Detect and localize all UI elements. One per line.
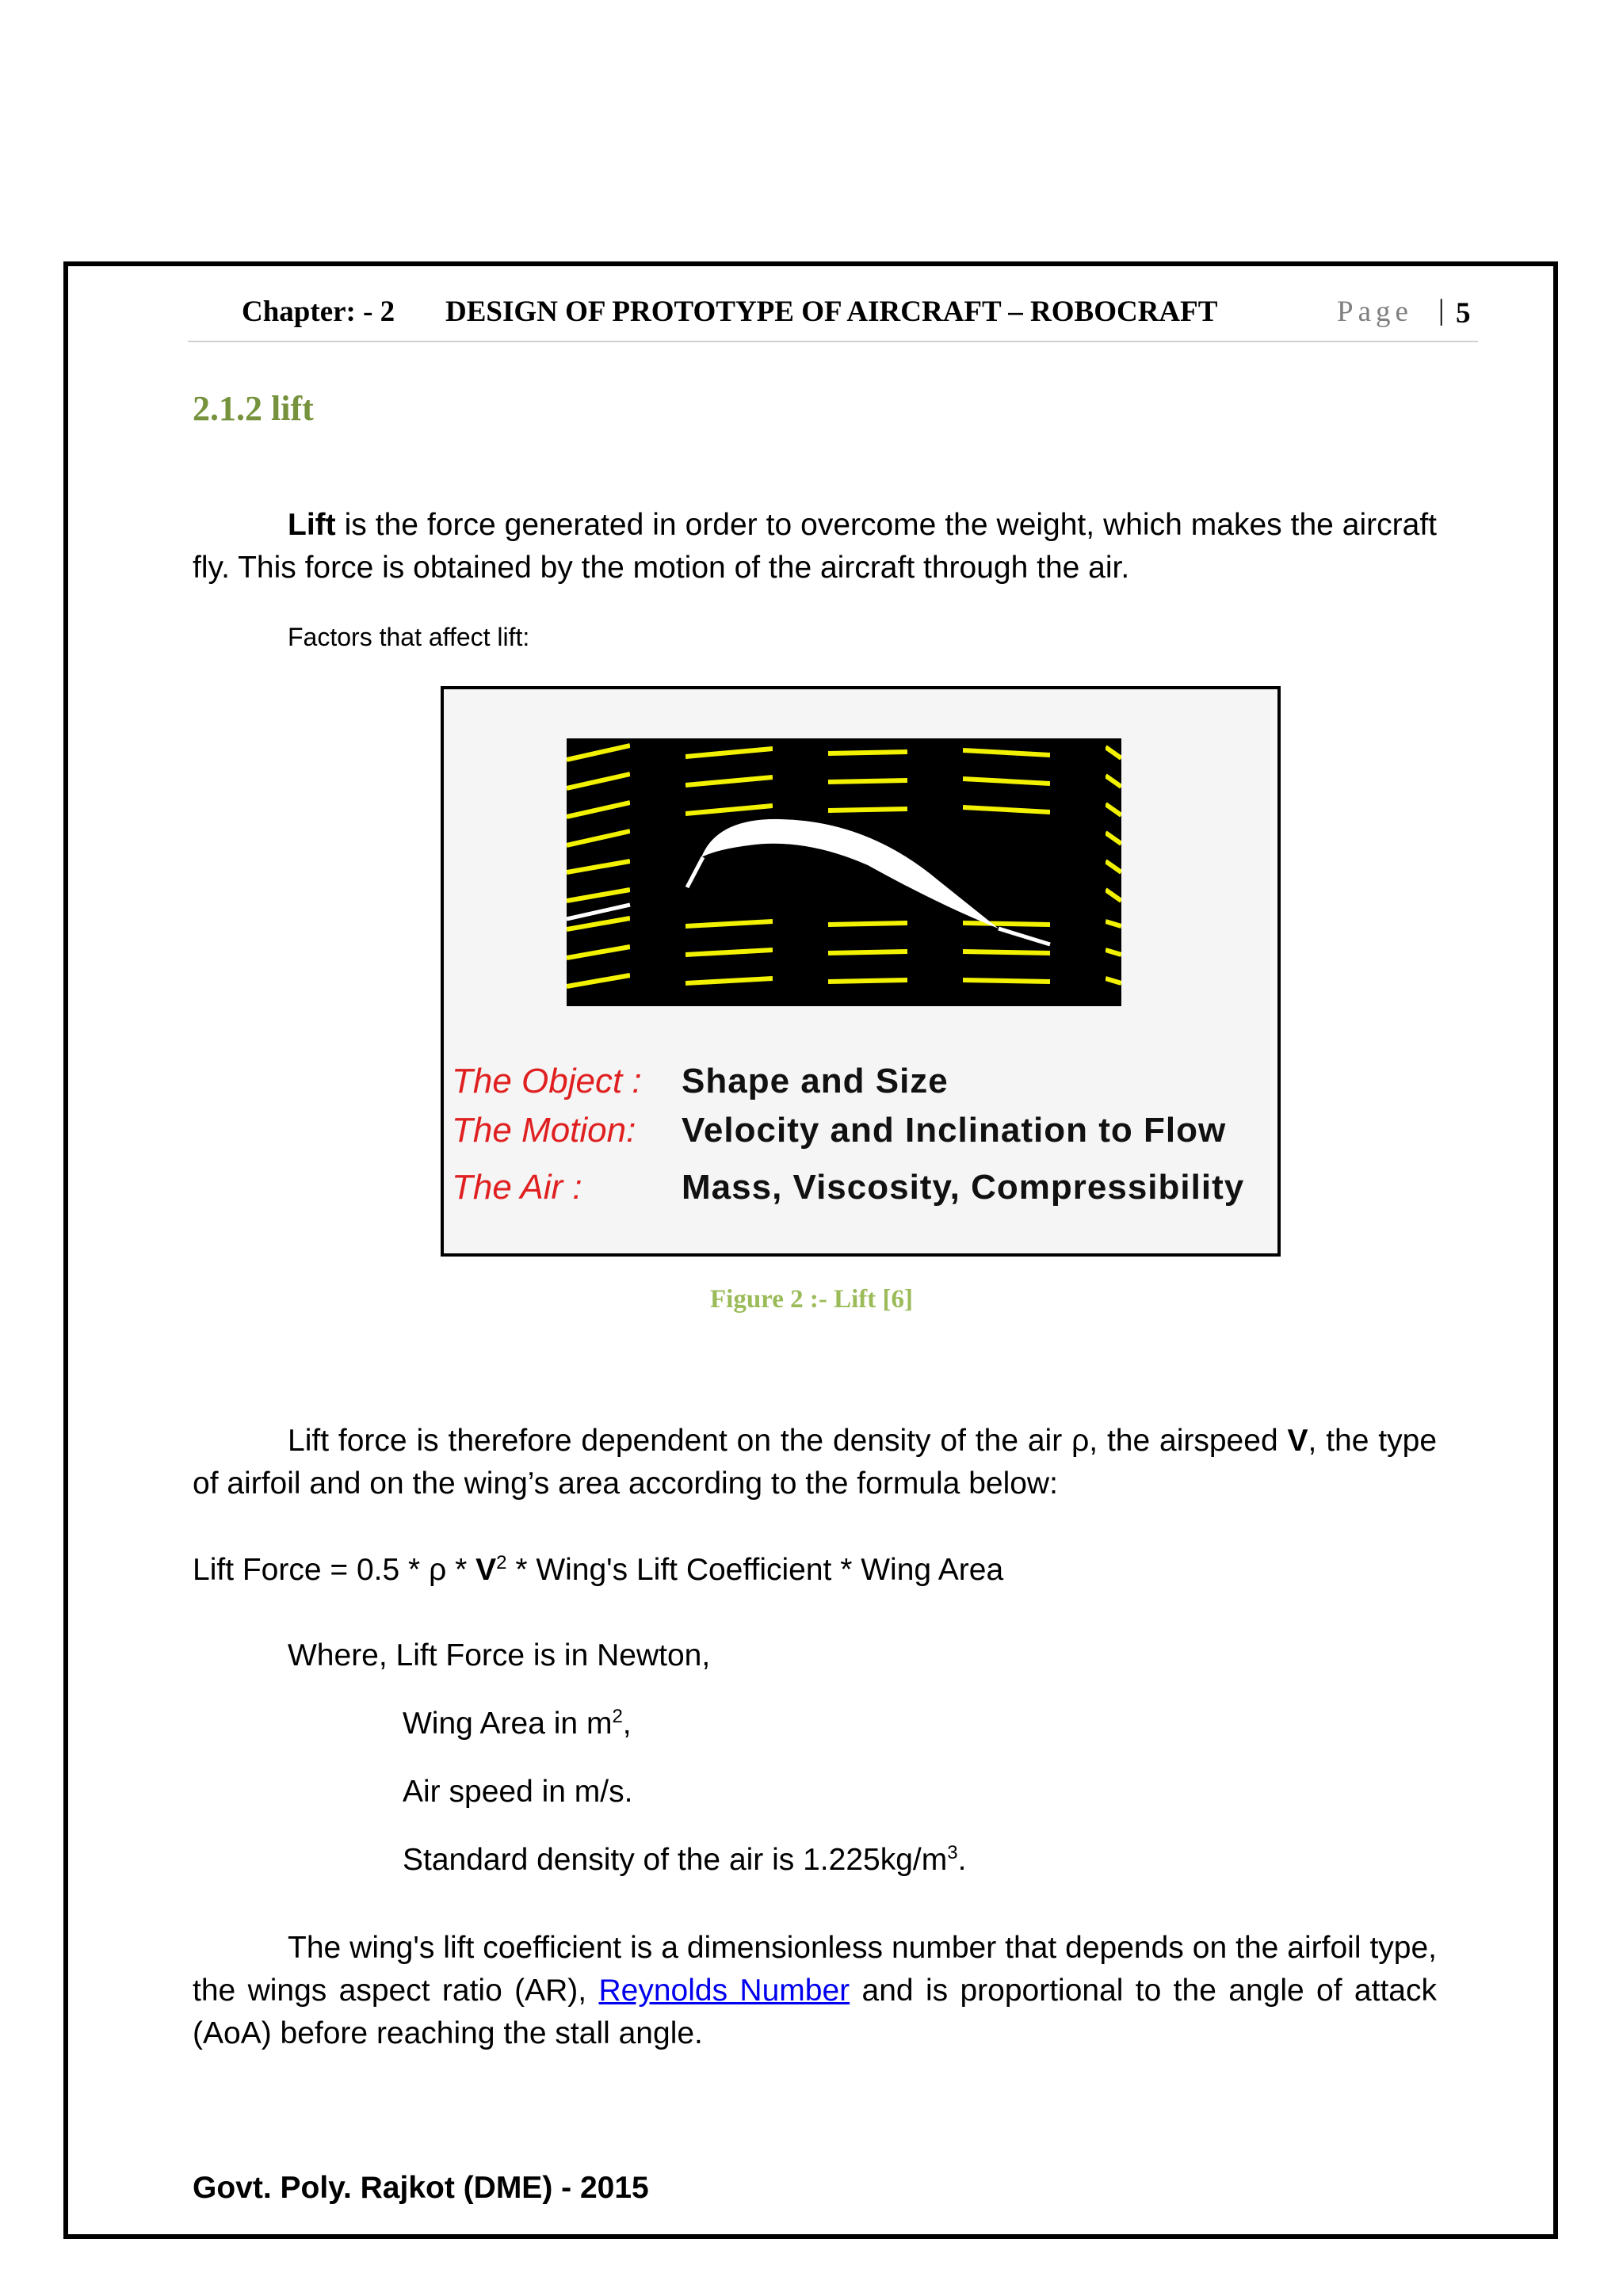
- streamline-dash: [828, 780, 907, 782]
- formula-text-a: Lift Force = 0.5 *: [193, 1553, 430, 1587]
- wing-area-text: Wing Area in m: [403, 1707, 613, 1741]
- page-number: 5: [1456, 297, 1471, 330]
- figure-row-air: [452, 1168, 1244, 1207]
- streamline-dash: [963, 923, 1050, 925]
- figure-caption: Figure 2 :- Lift [6]: [710, 1285, 913, 1314]
- figure-value: Mass, Viscosity, Compressibility: [682, 1168, 1245, 1207]
- reynolds-number-link[interactable]: Reynolds Number: [598, 1974, 850, 2008]
- figure-value: Velocity and Inclination to Flow: [682, 1111, 1227, 1150]
- intro-text: is the force generated in order to overcome the weight, which makes the aircraft fly. This force is obtained by the motion of the aircraft through the air.: [193, 508, 1437, 585]
- intro-paragraph: [193, 504, 1437, 589]
- page-label: Page: [1337, 296, 1413, 328]
- streamline-dash: [963, 952, 1050, 953]
- where-line-2: [403, 1707, 632, 1741]
- volume-exponent: 3: [947, 1842, 958, 1863]
- density-paragraph: [193, 1420, 1437, 1505]
- figure-key: The Air :: [452, 1168, 582, 1207]
- chapter-title: DESIGN OF PROTOTYPE OF AIRCRAFT – ROBOCRAFT: [445, 296, 1218, 328]
- formula-text-b: *: [446, 1553, 476, 1587]
- coefficient-text-a: The wing's lift coefficient is a dimensionless number that depends on the airfoil type, the wings aspect ratio (AR),: [193, 1931, 1437, 2008]
- area-exponent: 2: [612, 1706, 623, 1727]
- streamline-dash: [963, 980, 1050, 982]
- lift-figure: [441, 686, 1281, 1257]
- figure-row-object: [452, 1062, 949, 1101]
- airspeed-symbol: V: [1287, 1424, 1308, 1458]
- lift-formula: [193, 1553, 1003, 1588]
- streamline-dash: [828, 752, 907, 753]
- streamline-dash: [828, 923, 907, 925]
- streamline-dash: [828, 952, 907, 953]
- coefficient-text-b: and is proportional to the angle of attack (AoA) before reaching the stall angle.: [193, 1974, 1437, 2050]
- streamline-dash: [828, 980, 907, 982]
- where-line-3: Air speed in m/s.: [403, 1775, 633, 1809]
- lift-term: Lift: [288, 508, 336, 542]
- airfoil-streamline-image: [567, 738, 1121, 1006]
- density-text-c: , the type of airfoil and on the wing’s area according to the formula below:: [193, 1424, 1438, 1501]
- figure-key: The Object :: [452, 1062, 642, 1100]
- where-line-1: Where, Lift Force is in Newton,: [288, 1638, 711, 1672]
- page-header: [188, 293, 1478, 342]
- figure-key: The Motion:: [452, 1111, 636, 1150]
- density-value-text: Standard density of the air is 1.225kg/m: [403, 1843, 948, 1877]
- velocity-exponent: 2: [496, 1552, 507, 1573]
- section-heading: 2.1.2 lift: [193, 389, 314, 428]
- page-separator: |: [1438, 294, 1445, 326]
- figure-value: Shape and Size: [682, 1062, 949, 1100]
- chapter-label: Chapter: - 2: [242, 296, 395, 328]
- velocity-symbol: V: [475, 1553, 497, 1587]
- streamline-dash: [828, 809, 907, 810]
- formula-text-c: * Wing's Lift Coefficient * Wing Area: [506, 1553, 1004, 1587]
- density-value-suffix: .: [957, 1843, 967, 1877]
- page-footer: Govt. Poly. Rajkot (DME) - 2015: [193, 2171, 649, 2205]
- factors-label: Factors that affect lift:: [288, 623, 530, 651]
- density-text-a: Lift force is therefore dependent on the density of the air ρ, the airspeed: [288, 1424, 1288, 1458]
- lift-coefficient-paragraph: [193, 1927, 1437, 2055]
- rho-symbol: ρ: [429, 1553, 447, 1587]
- figure-row-motion: [452, 1111, 1226, 1150]
- wing-area-suffix: ,: [622, 1707, 632, 1741]
- where-line-4: [403, 1843, 966, 1878]
